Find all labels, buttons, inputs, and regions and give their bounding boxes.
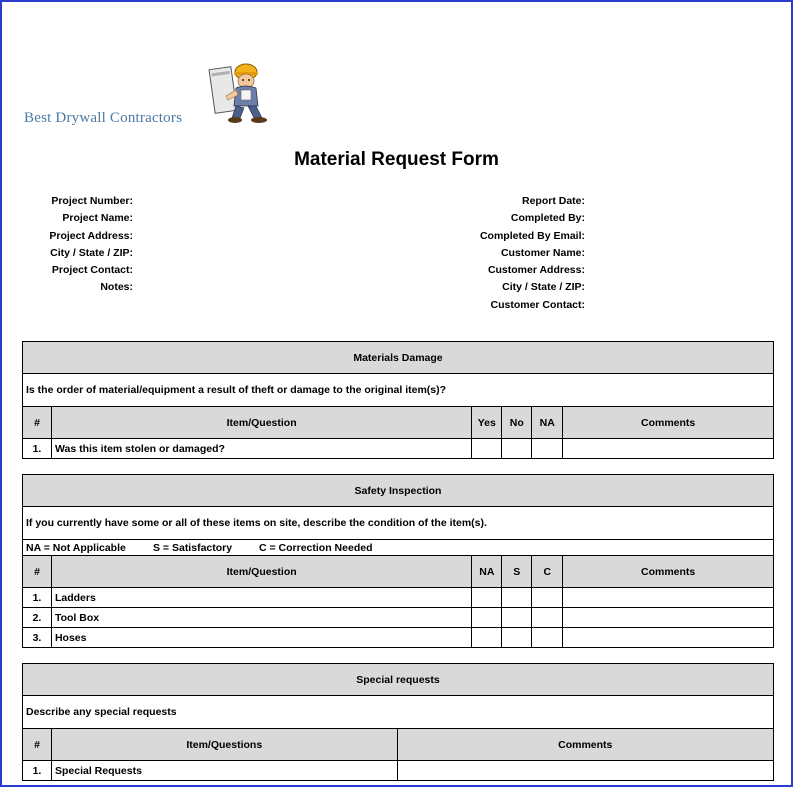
legend bbox=[23, 540, 774, 556]
safety-inspection-table bbox=[22, 474, 774, 648]
section-question: Is the order of material/equipment a result of theft or damage to the original item(s)? bbox=[23, 374, 774, 407]
project-fields bbox=[20, 193, 133, 297]
field-label: Customer Contact: bbox=[490, 298, 585, 311]
special-requests-table bbox=[22, 663, 774, 781]
table-row bbox=[23, 608, 774, 628]
row-item: Special Requests bbox=[51, 761, 397, 781]
field-label: Customer Address: bbox=[487, 264, 585, 277]
row-number: 1. bbox=[23, 588, 52, 608]
field-label: Project Name: bbox=[62, 212, 133, 225]
table-row bbox=[23, 628, 774, 648]
column-header: NA bbox=[532, 407, 563, 439]
materials-damage-table bbox=[22, 341, 774, 459]
field-label: Completed By Email: bbox=[479, 229, 585, 242]
row-item: Ladders bbox=[51, 588, 471, 608]
column-header: # bbox=[23, 729, 52, 761]
s-cell[interactable] bbox=[502, 588, 532, 608]
column-header: Item/Questions bbox=[51, 729, 397, 761]
form-title: Material Request Form bbox=[294, 149, 499, 170]
row-number: 1. bbox=[23, 439, 52, 459]
column-header: Item/Question bbox=[51, 407, 471, 439]
c-cell[interactable] bbox=[532, 608, 563, 628]
row-item: Hoses bbox=[51, 628, 471, 648]
field-label: City / State / ZIP: bbox=[502, 281, 585, 294]
legend-item: NA = Not Applicable bbox=[26, 541, 126, 554]
comments-cell[interactable] bbox=[563, 628, 774, 648]
comments-cell[interactable] bbox=[563, 439, 774, 459]
yes-cell[interactable] bbox=[472, 439, 502, 459]
column-header: S bbox=[502, 556, 532, 588]
field-label: Project Contact: bbox=[51, 264, 133, 277]
field-label: City / State / ZIP: bbox=[50, 246, 133, 259]
row-number: 3. bbox=[23, 628, 52, 648]
field-label: Completed By: bbox=[510, 212, 585, 225]
row-item: Tool Box bbox=[51, 608, 471, 628]
section-title: Safety Inspection bbox=[23, 475, 774, 507]
na-cell[interactable] bbox=[472, 628, 502, 648]
column-header: # bbox=[23, 407, 52, 439]
comments-cell[interactable] bbox=[563, 588, 774, 608]
na-cell[interactable] bbox=[472, 608, 502, 628]
column-header: Item/Question bbox=[51, 556, 471, 588]
field-label: Notes: bbox=[100, 281, 133, 294]
comments-cell[interactable] bbox=[563, 608, 774, 628]
s-cell[interactable] bbox=[502, 608, 532, 628]
column-header: NA bbox=[472, 556, 502, 588]
section-title: Materials Damage bbox=[23, 342, 774, 374]
column-header: No bbox=[502, 407, 532, 439]
legend-item: C = Correction Needed bbox=[259, 541, 373, 554]
field-label: Project Number: bbox=[51, 195, 133, 207]
c-cell[interactable] bbox=[532, 588, 563, 608]
row-item: Was this item stolen or damaged? bbox=[51, 439, 471, 459]
field-label: Report Date: bbox=[521, 195, 585, 207]
column-header: Yes bbox=[472, 407, 502, 439]
row-number: 1. bbox=[23, 761, 52, 781]
c-cell[interactable] bbox=[532, 628, 563, 648]
field-label: Project Address: bbox=[49, 229, 133, 242]
field-label: Customer Name: bbox=[500, 246, 585, 259]
table-row bbox=[23, 761, 774, 781]
na-cell[interactable] bbox=[532, 439, 563, 459]
company-name: Best Drywall Contractors bbox=[24, 110, 183, 126]
comments-cell[interactable] bbox=[397, 761, 773, 781]
section-question: If you currently have some or all of these items on site, describe the condition of the item(s). bbox=[23, 507, 774, 540]
table-row bbox=[23, 588, 774, 608]
section-question: Describe any special requests bbox=[23, 696, 774, 729]
row-number: 2. bbox=[23, 608, 52, 628]
section-title: Special requests bbox=[23, 664, 774, 696]
na-cell[interactable] bbox=[472, 588, 502, 608]
column-header: # bbox=[23, 556, 52, 588]
report-fields bbox=[420, 193, 585, 314]
column-header: Comments bbox=[397, 729, 773, 761]
table-row bbox=[23, 439, 774, 459]
column-header: Comments bbox=[563, 407, 774, 439]
column-header: C bbox=[532, 556, 563, 588]
no-cell[interactable] bbox=[502, 439, 532, 459]
column-header: Comments bbox=[563, 556, 774, 588]
construction-worker-logo bbox=[208, 60, 272, 126]
s-cell[interactable] bbox=[502, 628, 532, 648]
legend-item: S = Satisfactory bbox=[153, 541, 233, 554]
